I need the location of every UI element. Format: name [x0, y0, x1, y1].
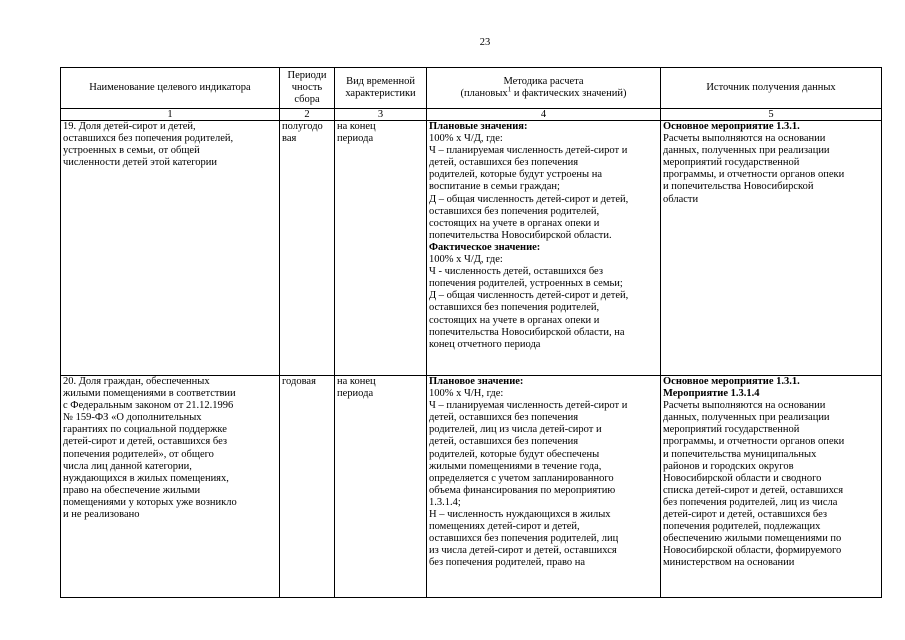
table-row — [61, 121, 882, 376]
header-periodicity: Периоди чность сбора — [280, 68, 335, 109]
periodicity-cell: годовая — [280, 376, 335, 598]
column-number: 4 — [427, 109, 661, 121]
column-number: 2 — [280, 109, 335, 121]
column-number: 5 — [661, 109, 882, 121]
indicators-table — [60, 67, 882, 598]
page-number: 23 — [479, 37, 491, 48]
calculation-method-cell: Плановое значение: 100% x Ч/Н, где: Ч – планируемая численность детей-сирот и детей, оставшихся без попечения родителей, лиц из числа детей-сирот и детей, оставшихся без попечения родителей, которые будут обеспечены жилыми помещениями в течение года, определяется с учетом запланированного объема финансирования по мероприятию 1.3.1.4; Н – численность нуждающихся в жилых помещениях детей-сирот и детей, оставшихся без попечения родителей, лиц из числа детей-сирот и детей, оставшихся без попечения родителей, право на — [427, 376, 661, 598]
column-numbers-row — [61, 109, 882, 121]
header-data-source: Источник получения данных — [661, 68, 882, 109]
time-characteristic-cell: на конец периода — [335, 376, 427, 598]
header-time-characteristic: Вид временной характеристики — [335, 68, 427, 109]
calculation-method-cell: Плановые значения: 100% x Ч/Д, где: Ч – планируемая численность детей-сирот и детей, оставшихся без попечения родителей, которые будут устроены на воспитание в семьи граждан; Д – общая численность детей-сирот и детей, оставшихся без попечения родителей, состоящих на учете в органах опеки и попечительства Новосибирской области. Фактическое значение: 100% x Ч/Д, где: Ч - численность детей, оставшихся без попечения родителей, устроенных в семьи; Д – общая численность детей-сирот и детей, оставшихся без попечения родителей, состоящих на учете в органах опеки и попечительства Новосибирской области, на конец отчетного периода — [427, 121, 661, 376]
indicator-name-cell: 19. Доля детей-сирот и детей, оставшихся без попечения родителей, устроенных в семьи, от общей численности детей этой категории — [61, 121, 280, 376]
time-characteristic-cell: на конец периода — [335, 121, 427, 376]
header-row — [61, 68, 882, 109]
header-indicator-name: Наименование целевого индикатора — [61, 68, 280, 109]
column-number: 3 — [335, 109, 427, 121]
indicator-name-cell: 20. Доля граждан, обеспеченных жилыми помещениями в соответствии с Федеральным законом от 21.12.1996 № 159-ФЗ «О дополнительных гарантиях по социальной поддержке детей-сирот и детей, оставшихся без попечения родителей», от общего числа лиц данной категории, нуждающихся в жилых помещениях, право на обеспечение жилыми помещениями у которых уже возникло и не реализовано — [61, 376, 280, 598]
header-calculation-method: Методика расчета (плановых$^1$ и фактических значений) — [427, 68, 661, 109]
data-source-cell: Основное мероприятие 1.3.1. Расчеты выполняются на основании данных, полученных при реализации мероприятий государственной программы, и отчетности органов опеки и попечительства Новосибирской области — [661, 121, 882, 376]
periodicity-cell: полугодо вая — [280, 121, 335, 376]
column-number: 1 — [61, 109, 280, 121]
data-source-cell: Основное мероприятие 1.3.1. Мероприятие 1.3.1.4 Расчеты выполняются на основании данных, полученных при реализации мероприятий государственной программы, и отчетности органов опеки и попечительства муниципальных районов и городских округов Новосибирской области и сводного списка детей-сирот и детей, оставшихся без попечения родителей, лиц из числа детей-сирот и детей, оставшихся без попечения родителей, подлежащих обеспечению жилыми помещениями по Новосибирской области, формируемого министерством на основании — [661, 376, 882, 598]
table-row — [61, 376, 882, 598]
